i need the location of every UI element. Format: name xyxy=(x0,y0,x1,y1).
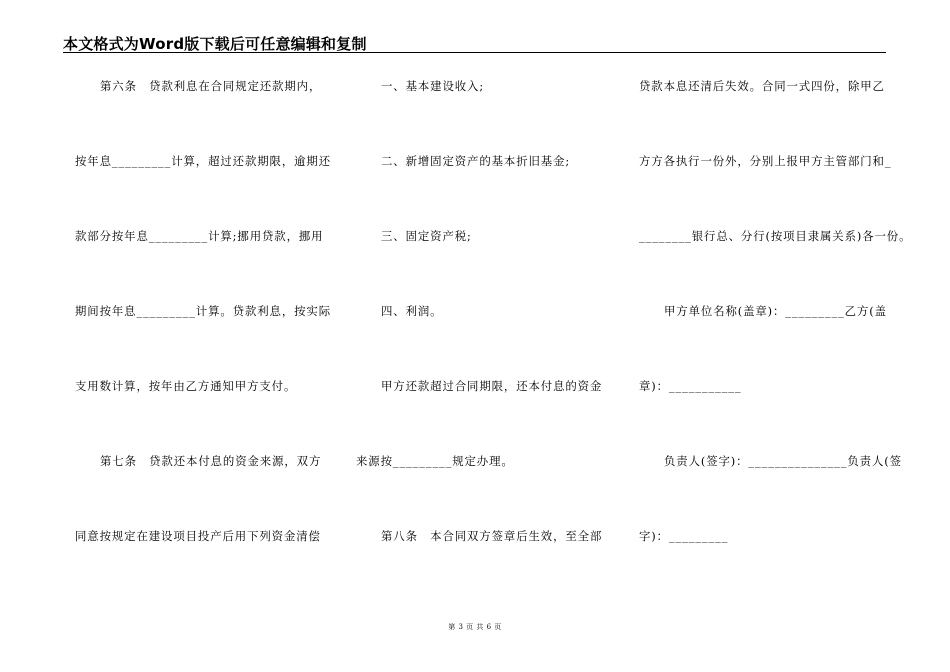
text-line: 款部分按年息_________计算;挪用贷款，挪用 xyxy=(75,229,324,243)
text-line: 期间按年息_________计算。贷款利息，按实际 xyxy=(75,304,332,318)
text-line: 同意按规定在建设项目投产后用下列资金清偿 xyxy=(75,529,321,543)
text-line: 三、固定资产税; xyxy=(381,229,472,243)
text-line: 按年息_________计算，超过还款期限，逾期还 xyxy=(75,154,332,168)
page-number-footer: 第 3 页 共 6 页 xyxy=(448,623,502,631)
text-line: 章)：___________ xyxy=(639,379,742,393)
text-line: ________银行总、分行(按项目隶属关系)各一份。 xyxy=(639,229,912,243)
text-line: 二、新增固定资产的基本折旧基金; xyxy=(381,154,571,168)
text-column-2 xyxy=(356,0,618,620)
text-line: 甲方单位名称(盖章)：_________乙方(盖 xyxy=(664,304,887,318)
document-header-title: 本文格式为Word版下载后可任意编辑和复制 xyxy=(63,35,367,53)
text-line: 第七条 贷款还本付息的资金来源，双方 xyxy=(100,454,322,468)
text-line: 甲方还款超过合同期限，还本付息的资金 xyxy=(381,379,603,393)
text-line: 四、利润。 xyxy=(381,304,443,318)
text-line: 第八条 本合同双方签章后生效，至全部 xyxy=(381,529,603,543)
text-line: 方方各执行一份外，分别上报甲方主管部门和_ xyxy=(639,154,892,168)
text-line: 负责人(签字)：_______________负责人(签 xyxy=(664,454,902,468)
text-line: 字)：_________ xyxy=(639,529,729,543)
text-line: 一、基本建设收入; xyxy=(381,79,485,93)
text-line: 第六条 贷款利息在合同规定还款期内， xyxy=(100,79,322,93)
text-line: 支用数计算，按年由乙方通知甲方支付。 xyxy=(75,379,297,393)
text-column-3 xyxy=(639,0,912,620)
text-column-1 xyxy=(75,0,337,620)
text-line: 来源按_________规定办理。 xyxy=(356,454,514,468)
text-line: 贷款本息还清后失效。合同一式四份，除甲乙 xyxy=(639,79,885,93)
